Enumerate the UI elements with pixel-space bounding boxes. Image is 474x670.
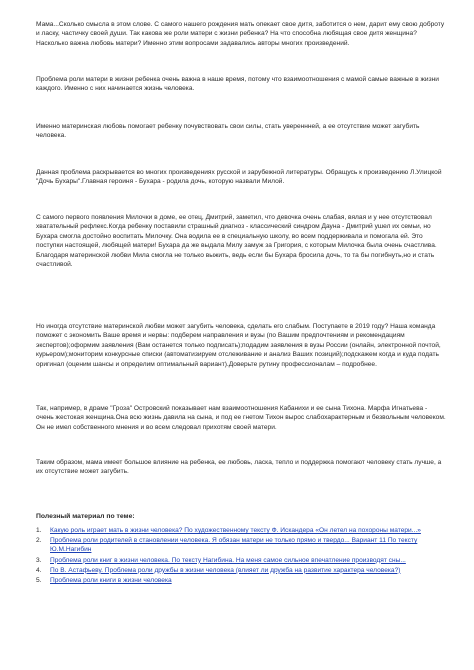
- useful-materials-title: Полезный материал по теме:: [36, 513, 135, 520]
- useful-link-2[interactable]: Проблема роли родителей в становлении человека. Я обязан матери не только прямо и твердо... Вариант 11 По тексту Ю.М.Нагибин: [50, 537, 418, 554]
- list-item-number: 1.: [36, 527, 42, 534]
- list-item: [36, 576, 446, 585]
- paragraph-problem: Проблема роли матери в жизни ребенка очень важна в наше время, потому что взаимоотношения с мамой самые важные в жизни каждого. Именно с них начинается жизнь человека.: [36, 76, 439, 93]
- paragraph-thesis: Именно материнская любовь помогает ребенку почувствовать свои силы, стать увереннней, а ее отсутствие может загубить человека.: [36, 123, 420, 140]
- useful-materials-section: [36, 512, 446, 586]
- list-item-number: 2.: [36, 537, 42, 545]
- useful-link-5[interactable]: Проблема роли книги в жизни человека: [50, 577, 172, 585]
- useful-link-4[interactable]: По В. Астафьеву. Проблема роли дружбы в жизни человека (влияет ли дружба на развитие характера человека?): [50, 566, 401, 574]
- list-item-number: 5.: [36, 577, 42, 585]
- paragraph-argument-2: Так, например, в драме "Гроза" Островский показывает нам взаимоотношения Кабанихи и ее сына Тихона. Марфа Игнатьева - очень жестокая женщина.Она всю жизнь давила на сына, и под ее гнетом Тихон вырос слабохарактерным и безвольным человеком. Он не имел собственного мнения и во всем следовал прихотям своей матери.: [36, 405, 446, 431]
- paragraph-advert: Но иногда отсутствие материнской любви может загубить человека, сделать его слабым. Поступаете в 2019 году? Наша команда поможет с экономить Ваше время и нервы: подберем направления и вузы (по Вашим предпочтениям и рекомендациям экспертов);оформим заявления (Вам останется только подписать);подадим заявления в вузы России (онлайн, электронной почтой, курьером);мониторим конкурсные списки (автоматизируем отслеживание и анализ Ваших позиций);подскажем когда и куда подать оригинал (оценим шансы и определим оптимальный вариант).Доверьте рутину профессионалам – подробнее.: [36, 323, 441, 368]
- paragraph-argument-1: С самого первого появления Милочки в доме, ее отец, Дмитрий, заметил, что девочка очень слабая, вялая и у нее отсутствовал хватательный рефлекс.Когда ребенку поставили страшный диагноз - классический синдром Дауна - Дмитрий ушел их семьи, но Бухара смогла достойно воспитать Милочку. Она водила ее в специальную школу, во всем поддерживала и помогала ей. Это поступки настоящей, любящей матери! Бухара да же выдала Милу замуж за Григория, с которым Милочка была очень счастлива. Благодаря материнской любви Мила смогла не только выжить, ведь если бы Бухара бросила дочь, то та бы погибнуть,но и стать счастливой.: [36, 214, 437, 269]
- list-item: [36, 536, 446, 554]
- useful-link-3[interactable]: Проблема роли книг в жизни человека. По тексту Нагибина. На меня самое сильное впечатление производят сны...: [50, 556, 406, 564]
- paragraph-intro: Мама...Сколько смысла в этом слове. С самого нашего рождения мать опекает свое дитя, заботится о нем, дарит ему свою доброту и ласку, частичку своей души. Так какова же роли матери с жизни ребенка? На что способна любящая свое дитя женщина? Насколько важна любовь матери? Именно этим вопросами задавались авторы многих произведений.: [36, 21, 445, 47]
- list-item-number: 4.: [36, 566, 42, 574]
- paragraph-conclusion: Таким образом, мама имеет большое влияние на ребенка, ее любовь, ласка, тепло и поддержка помогают человеку стать лучше, а их отсутствие может загубить.: [36, 459, 442, 476]
- paragraph-literature: Данная проблема раскрывается во многих произведениях русской и зарубежной литературы. Обращусь к произведению Л.Улицкой "Дочь Бухары".Главная героиня - Бухара - родила дочь, которую назвали Милой.: [36, 169, 442, 186]
- list-item: [36, 556, 446, 565]
- list-item: [36, 566, 446, 575]
- useful-links-list: [36, 526, 446, 585]
- useful-link-1[interactable]: Какую роль играет мать в жизни человека? По художественному тексту Ф. Искандера «Он летел на похороны матери...»: [50, 527, 421, 534]
- list-item-number: 3.: [36, 556, 42, 564]
- list-item: [36, 526, 446, 535]
